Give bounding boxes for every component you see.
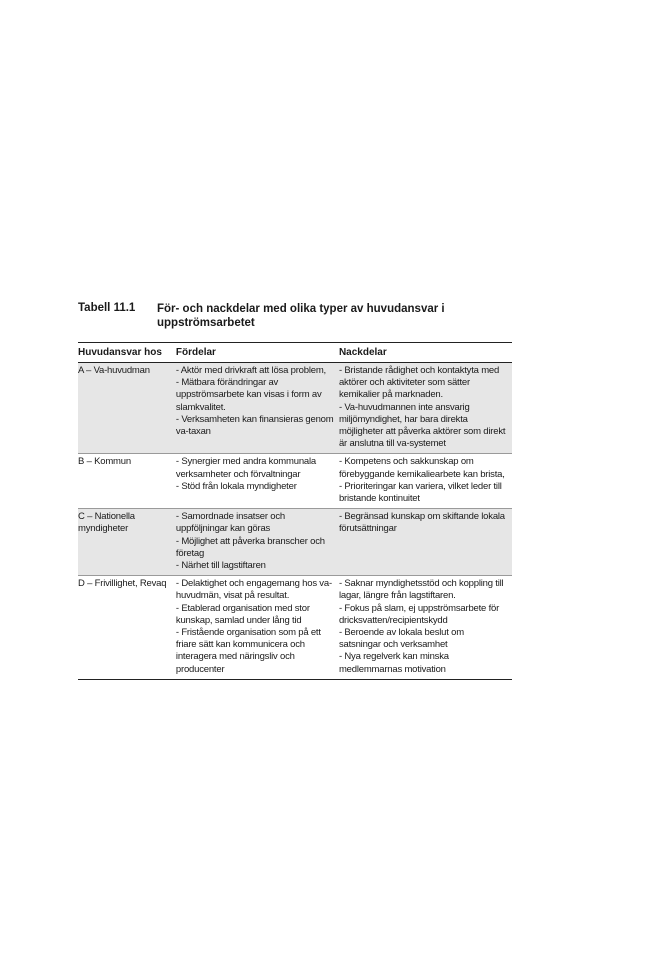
list-item: - Stöd från lokala myndigheter [175,480,297,492]
list-item: - Mätbara förändringar av uppströmsarbete kan visas i form av slamkvalitet. [175,377,322,413]
list-item: - Saknar myndighetsstöd och koppling till lagar, längre från lagstiftaren. [338,578,504,602]
list-item: - Kompetens och sakkunskap om förebyggande kemikaliearbete kan brista, [338,456,505,480]
cell-nackdelar [339,576,512,680]
cell-huvudansvar: C – Nationella myndigheter [78,509,176,576]
header-fordelar: Fördelar [176,343,339,363]
cell-fordelar [176,509,339,576]
table-row [78,454,512,509]
advantages-table [78,342,512,680]
list-item: - Verksamheten kan finansieras genom va-taxan [175,413,334,438]
list-item: - Begränsad kunskap om skiftande lokala förutsättningar [338,511,505,535]
list-item: - Prioriteringar kan variera, vilket leder till bristande kontinuitet [338,480,502,505]
list-item: - Delaktighet och engagemang hos va-huvudmän, visat på resultat. [175,578,332,602]
cell-huvudansvar: D – Frivillighet, Revaq [78,576,176,680]
list-item: - Fokus på slam, ej uppströmsarbete för dricksvatten/recipientskydd [338,602,500,626]
header-nackdelar: Nackdelar [339,343,512,363]
list-item: - Fristående organisation som på ett friare sätt kan kommunicera och interagera med näringsliv och producenter [175,627,321,675]
header-huvudansvar: Huvudansvar hos [78,343,176,363]
list-item: - Va-huvudmannen inte ansvarig miljömyndighet, har bara direkta möjligheter att påverka aktörer som direkt är anslutna till va-systemet [338,401,506,450]
document-page [78,302,512,680]
cell-nackdelar [339,363,512,454]
table-row [78,363,512,454]
list-item: - Samordnade insatser och uppföljningar kan göras [175,511,285,535]
table-row [78,576,512,680]
table-number: Tabell 11.1 [78,302,136,314]
list-item: - Aktör med drivkraft att lösa problem, [175,365,326,376]
table-header-row [78,343,512,363]
cell-fordelar [176,576,339,680]
list-item: - Etablerad organisation med stor kunskap, samlad under lång tid [175,602,310,626]
list-item: - Möjlighet att påverka branscher och företag [175,535,325,559]
list-item: - Nya regelverk kan minska medlemmarnas motivation [338,651,449,675]
table-caption [78,302,512,336]
list-item: - Bristande rådighet och kontaktyta med aktörer och aktiviteter som sätter kemikalier på marknaden. [338,365,500,401]
cell-fordelar [176,454,339,509]
list-item: - Närhet till lagstiftaren [175,560,266,572]
list-item: - Beroende av lokala beslut om satsningar och verksamhet [338,627,464,651]
cell-huvudansvar: A – Va-huvudman [78,363,176,454]
cell-nackdelar [339,454,512,509]
cell-fordelar [176,363,339,454]
table-title: För- och nackdelar med olika typer av huvudansvar i uppströmsarbetet [157,303,445,329]
cell-huvudansvar: B – Kommun [78,454,176,509]
list-item: - Synergier med andra kommunala verksamheter och förvaltningar [175,456,316,480]
cell-nackdelar [339,509,512,576]
table-row [78,509,512,576]
